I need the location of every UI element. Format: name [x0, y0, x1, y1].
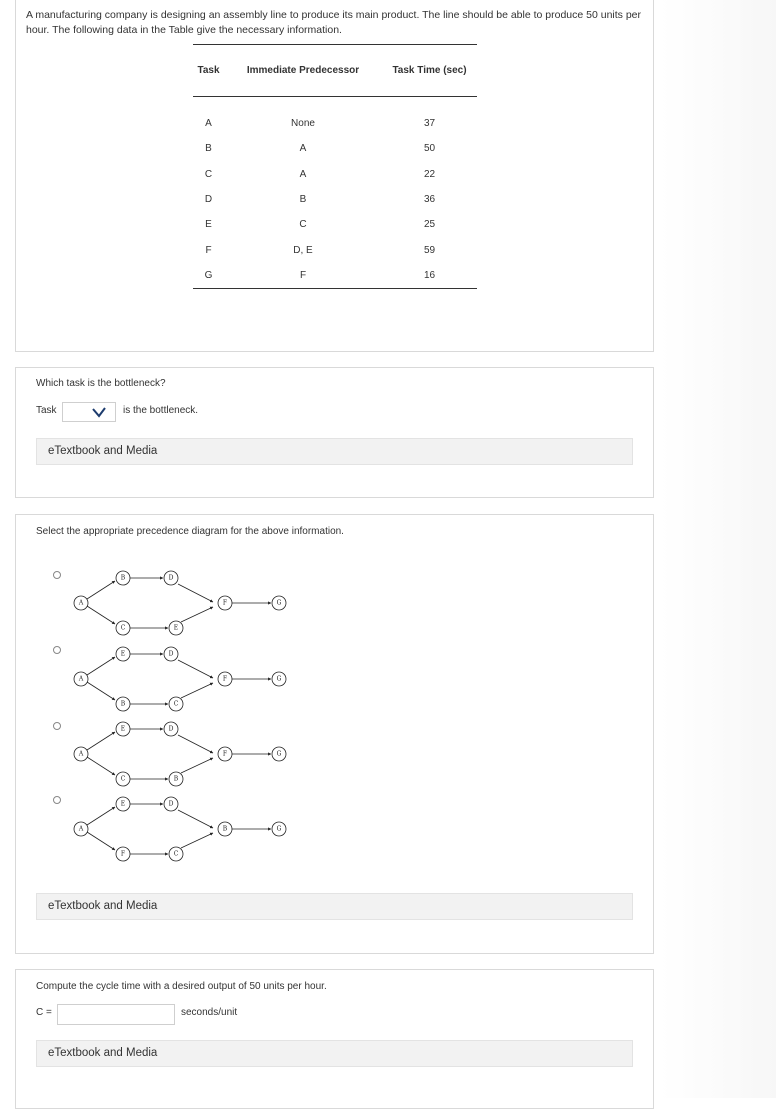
node-bottom-2: C — [173, 850, 179, 858]
node-start: A — [78, 750, 84, 758]
node-top-2: D — [168, 800, 174, 808]
cell-predecessor: B — [299, 194, 307, 206]
cell-predecessor: D, E — [293, 244, 313, 256]
diagram-option-4-radio[interactable] — [53, 796, 61, 804]
table-row — [193, 212, 477, 237]
bottleneck-select[interactable] — [62, 402, 116, 422]
cell-time: 25 — [423, 219, 436, 231]
col-header-task: Task — [193, 45, 224, 97]
cell-task: A — [205, 118, 212, 130]
node-top-2: D — [168, 574, 174, 582]
node-end: G — [276, 750, 282, 758]
task-table — [193, 44, 477, 289]
col-header-predecessor: Immediate Predecessor — [224, 45, 382, 97]
cell-time: 22 — [423, 168, 436, 180]
table-row — [193, 162, 477, 187]
node-merge: F — [222, 675, 228, 683]
node-top-1: E — [120, 725, 126, 733]
cycle-time-label: C = — [36, 1007, 52, 1018]
diagram-option-1-radio[interactable] — [53, 571, 61, 579]
node-start: A — [78, 599, 84, 607]
cell-task: D — [204, 194, 213, 206]
cycle-time-question: Compute the cycle time with a desired output of 50 units per hour. — [36, 981, 327, 992]
node-top-2: D — [168, 725, 174, 733]
node-merge: F — [222, 599, 228, 607]
chevron-down-icon — [91, 405, 107, 419]
node-end: G — [276, 825, 282, 833]
table-row — [193, 97, 477, 137]
cell-time: 36 — [423, 194, 436, 206]
cycle-time-unit: seconds/unit — [181, 1007, 238, 1018]
cell-time: 37 — [423, 118, 436, 130]
table-row — [193, 187, 477, 212]
table-row — [193, 136, 477, 161]
node-bottom-2: B — [173, 775, 179, 783]
etextbook-media-link[interactable]: eTextbook and Media — [36, 438, 633, 465]
bottleneck-question: Which task is the bottleneck? — [36, 378, 166, 389]
precedence-question: Select the appropriate precedence diagram for the above information. — [36, 526, 344, 537]
node-end: G — [276, 599, 282, 607]
node-bottom-1: C — [120, 775, 126, 783]
table-header-row — [193, 45, 477, 97]
cell-predecessor: F — [224, 263, 382, 289]
node-end: G — [276, 675, 282, 683]
col-header-time: Task Time (sec) — [382, 45, 477, 97]
node-top-1: E — [120, 650, 126, 658]
cell-time: 59 — [423, 244, 436, 256]
cell-predecessor: A — [299, 168, 307, 180]
diagram-option-2-radio[interactable] — [53, 646, 61, 654]
cell-time: 50 — [423, 143, 436, 155]
cell-task: B — [205, 143, 212, 155]
node-bottom-1: B — [120, 700, 126, 708]
cell-predecessor: A — [299, 143, 307, 155]
bottleneck-suffix: is the bottleneck. — [123, 405, 199, 416]
node-top-1: E — [120, 800, 126, 808]
node-merge: F — [222, 750, 228, 758]
node-start: A — [78, 675, 84, 683]
node-top-2: D — [168, 650, 174, 658]
etextbook-media-link[interactable]: eTextbook and Media — [36, 1040, 633, 1067]
diagram-option-3-radio[interactable] — [53, 722, 61, 730]
precedence-diagram-option-2 — [68, 638, 293, 716]
cell-task: F — [205, 244, 212, 256]
page-gutter — [660, 0, 776, 1098]
precedence-diagram-option-3 — [68, 713, 293, 791]
node-bottom-2: C — [173, 700, 179, 708]
cell-task: G — [193, 263, 224, 289]
problem-intro: A manufacturing company is designing an assembly line to produce its main product. The line should be able to produce 50 units per hour. The following data in the Table give the necessary information. — [26, 9, 642, 36]
node-top-1: B — [120, 574, 126, 582]
precedence-diagram-option-4 — [68, 788, 293, 866]
node-bottom-1: C — [120, 624, 126, 632]
node-merge: B — [222, 825, 228, 833]
cell-task: E — [205, 219, 212, 231]
task-label: Task — [36, 405, 57, 416]
cell-time: 16 — [382, 263, 477, 289]
table-row — [193, 263, 477, 289]
node-bottom-2: E — [173, 624, 179, 632]
node-bottom-1: F — [120, 850, 126, 858]
cell-task: C — [204, 168, 213, 180]
precedence-diagram-option-1 — [68, 562, 293, 640]
node-start: A — [78, 825, 84, 833]
cell-predecessor: C — [299, 219, 307, 231]
cycle-time-input[interactable] — [57, 1004, 175, 1025]
cell-predecessor: None — [291, 118, 315, 130]
table-row — [193, 237, 477, 262]
etextbook-media-link[interactable]: eTextbook and Media — [36, 893, 633, 920]
